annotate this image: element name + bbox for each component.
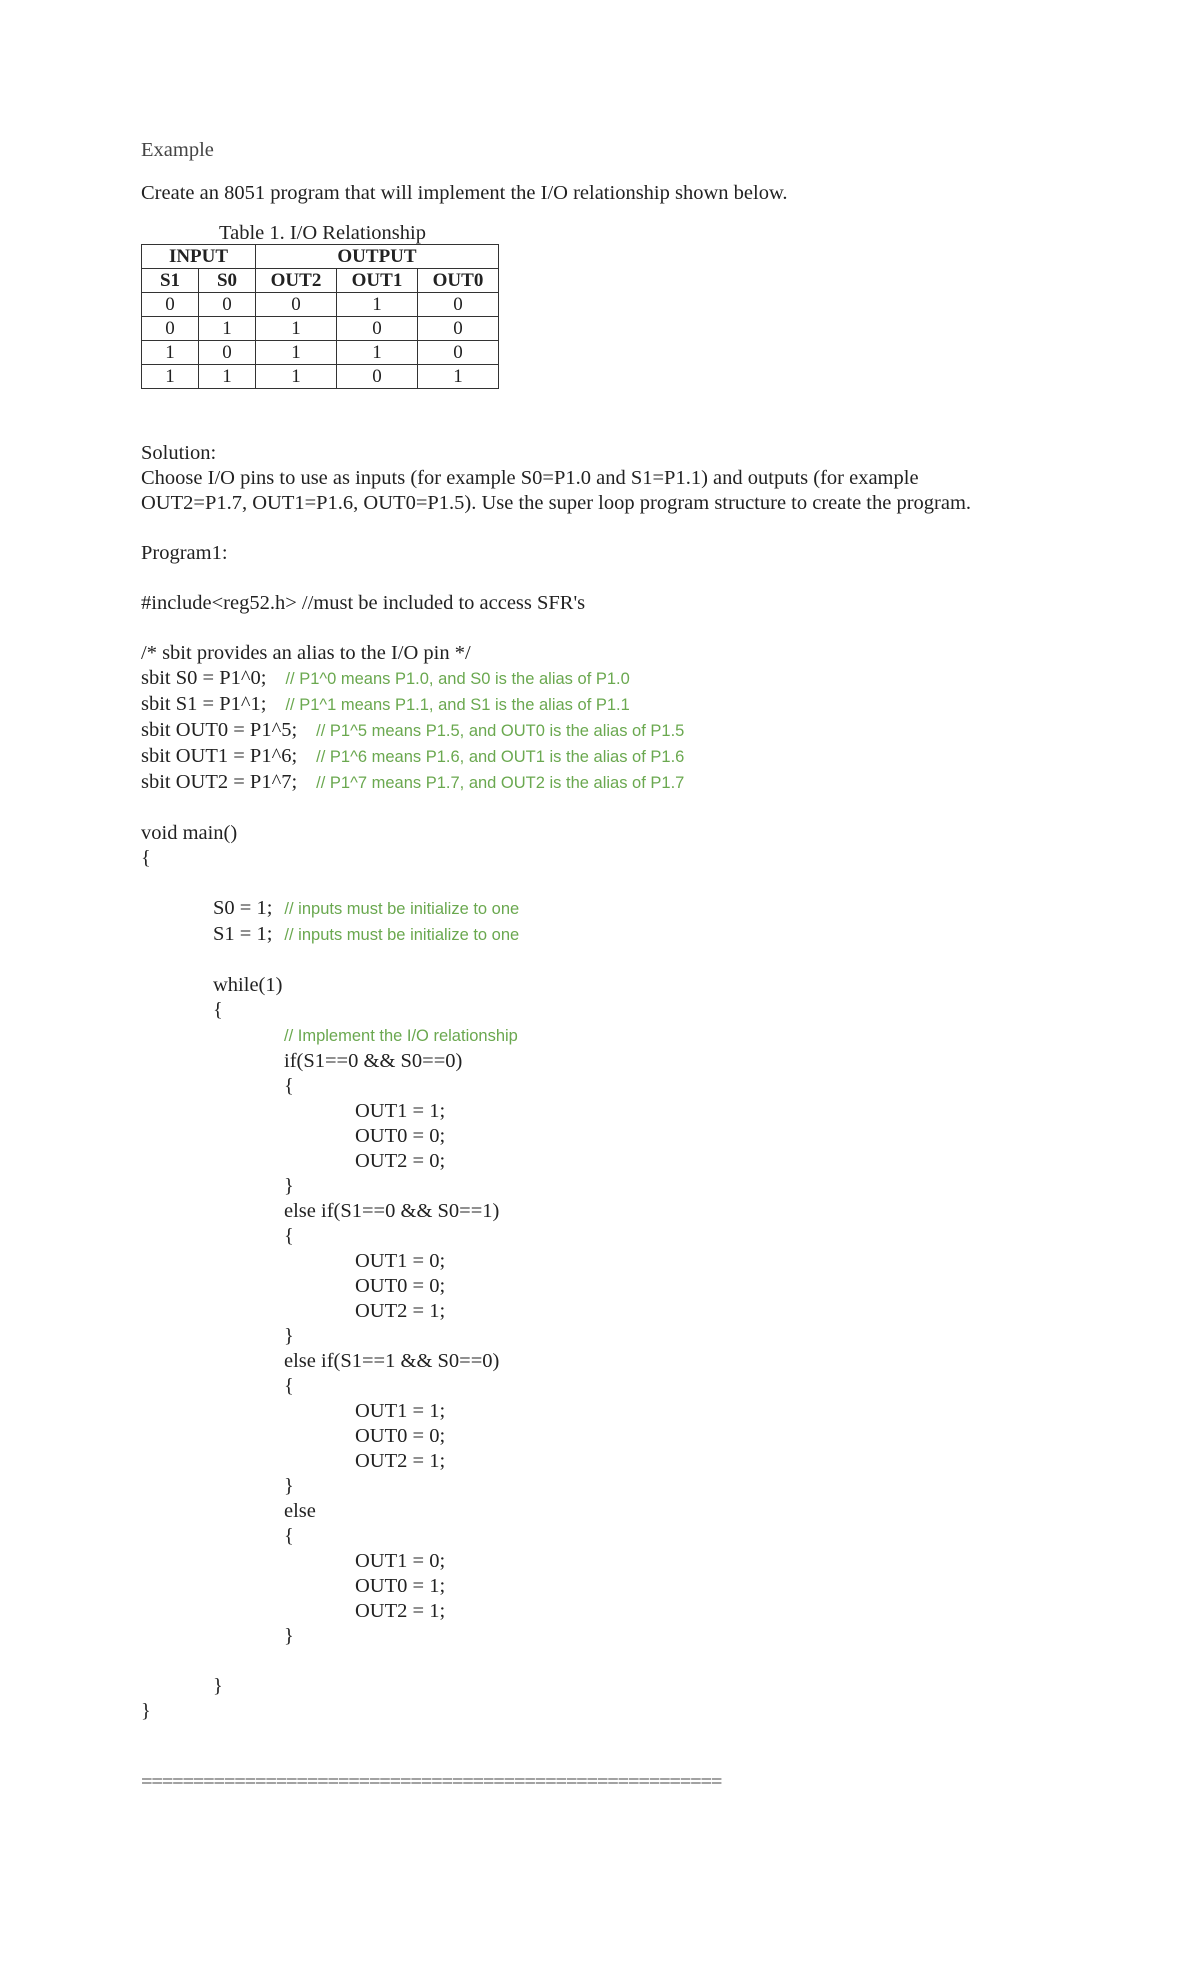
code-comment: // P1^5 means P1.5, and OUT0 is the alias of P1.5 — [316, 722, 685, 740]
code-text: sbit OUT0 = P1^5; — [141, 719, 298, 741]
program-label: Program1: — [141, 542, 228, 564]
code-text: sbit S0 = P1^0; — [141, 667, 267, 689]
code-sbit-line — [141, 666, 1141, 692]
code-statement: OUT0 = 0; — [355, 1275, 446, 1297]
code-brace: { — [284, 1525, 294, 1547]
code-sbit-line — [141, 770, 1141, 796]
code-text: sbit OUT2 = P1^7; — [141, 771, 298, 793]
group-header-input: INPUT — [142, 245, 256, 269]
code-statement: OUT2 = 1; — [355, 1450, 446, 1472]
column-header: OUT1 — [337, 269, 418, 293]
table-cell: 0 — [337, 365, 418, 389]
code-statement: OUT1 = 0; — [355, 1250, 446, 1272]
code-main-decl: void main() — [141, 822, 238, 844]
code-statement: OUT0 = 0; — [355, 1125, 446, 1147]
io-relationship-table — [141, 244, 499, 389]
table-cell: 0 — [337, 317, 418, 341]
code-statement: OUT0 = 1; — [355, 1575, 446, 1597]
code-comment: // inputs must be initialize to one — [284, 900, 520, 918]
table-cell: 1 — [199, 365, 256, 389]
code-impl-comment — [141, 1023, 1141, 1049]
code-condition: else — [284, 1500, 316, 1522]
code-init-line — [141, 922, 1141, 948]
table-cell: 1 — [256, 365, 337, 389]
table-cell: 1 — [256, 317, 337, 341]
code-sbit-line — [141, 718, 1141, 744]
code-statement: OUT2 = 1; — [355, 1300, 446, 1322]
code-condition: if(S1==0 && S0==0) — [284, 1050, 463, 1072]
code-init-line — [141, 896, 1141, 922]
code-condition: else if(S1==1 && S0==0) — [284, 1350, 500, 1372]
code-include-line: #include<reg52.h> //must be included to access SFR's — [141, 592, 586, 614]
code-brace: } — [284, 1625, 294, 1647]
code-sbit-line — [141, 744, 1141, 770]
column-header: OUT0 — [418, 269, 499, 293]
code-brace: } — [284, 1175, 294, 1197]
code-brace: } — [284, 1475, 294, 1497]
solution-label: Solution: — [141, 442, 217, 464]
code-while-line: while(1) — [213, 974, 283, 996]
code-statement: OUT1 = 1; — [355, 1100, 446, 1122]
table-cell: 0 — [256, 293, 337, 317]
code-brace: { — [284, 1375, 294, 1397]
table-cell: 0 — [418, 293, 499, 317]
code-condition: else if(S1==0 && S0==1) — [284, 1200, 500, 1222]
table-row — [142, 293, 499, 317]
table-cell: 1 — [142, 341, 199, 365]
code-brace: } — [141, 1700, 151, 1722]
code-comment: // Implement the I/O relationship — [284, 1027, 518, 1045]
code-brace: { — [284, 1075, 294, 1097]
table-row — [142, 317, 499, 341]
code-statement: OUT1 = 0; — [355, 1550, 446, 1572]
table-cell: 0 — [418, 341, 499, 365]
code-brace: { — [141, 847, 151, 869]
table-cell: 0 — [199, 341, 256, 365]
column-header: S0 — [199, 269, 256, 293]
table-cell: 1 — [256, 341, 337, 365]
code-statement: OUT2 = 0; — [355, 1150, 446, 1172]
table-cell: 1 — [142, 365, 199, 389]
code-statement: OUT0 = 0; — [355, 1425, 446, 1447]
table-cell: 1 — [337, 293, 418, 317]
example-heading: Example — [141, 139, 214, 161]
column-header: OUT2 — [256, 269, 337, 293]
problem-statement: Create an 8051 program that will implement the I/O relationship shown below. — [141, 182, 788, 204]
table-caption: Table 1. I/O Relationship — [219, 222, 426, 244]
code-sbit-line — [141, 692, 1141, 718]
table-cell: 0 — [142, 317, 199, 341]
code-statement: OUT2 = 1; — [355, 1600, 446, 1622]
code-comment: // P1^0 means P1.0, and S0 is the alias of P1.0 — [285, 670, 630, 688]
code-comment: // P1^1 means P1.1, and S1 is the alias of P1.1 — [285, 696, 630, 714]
column-header: S1 — [142, 269, 199, 293]
code-statement: OUT1 = 1; — [355, 1400, 446, 1422]
code-brace: } — [284, 1325, 294, 1347]
code-brace: } — [213, 1675, 223, 1697]
table-group-header-row — [142, 245, 499, 269]
table-cell: 0 — [418, 317, 499, 341]
code-text: S1 = 1; — [213, 923, 273, 945]
code-brace: { — [213, 999, 223, 1021]
code-comment: // P1^7 means P1.7, and OUT2 is the alias of P1.7 — [316, 774, 685, 792]
code-text: S0 = 1; — [213, 897, 273, 919]
code-sbit-comment: /* sbit provides an alias to the I/O pin */ — [141, 642, 471, 664]
table-cell: 1 — [337, 341, 418, 365]
code-text: sbit S1 = P1^1; — [141, 693, 267, 715]
table-cell: 1 — [418, 365, 499, 389]
code-text: sbit OUT1 = P1^6; — [141, 745, 298, 767]
solution-text-line-2: OUT2=P1.7, OUT1=P1.6, OUT0=P1.5). Use the super loop program structure to create the program. — [141, 492, 972, 514]
table-row — [142, 341, 499, 365]
separator-line: ======================================================== — [141, 1770, 722, 1793]
table-cell: 0 — [142, 293, 199, 317]
solution-text-line-1: Choose I/O pins to use as inputs (for example S0=P1.0 and S1=P1.1) and outputs (for example — [141, 467, 919, 489]
table-cell: 1 — [199, 317, 256, 341]
document-page — [141, 138, 1141, 1815]
table-cell: 0 — [199, 293, 256, 317]
table-row — [142, 365, 499, 389]
group-header-output: OUTPUT — [256, 245, 499, 269]
code-comment: // P1^6 means P1.6, and OUT1 is the alias of P1.6 — [316, 748, 685, 766]
table-column-header-row — [142, 269, 499, 293]
code-brace: { — [284, 1225, 294, 1247]
code-comment: // inputs must be initialize to one — [284, 926, 520, 944]
